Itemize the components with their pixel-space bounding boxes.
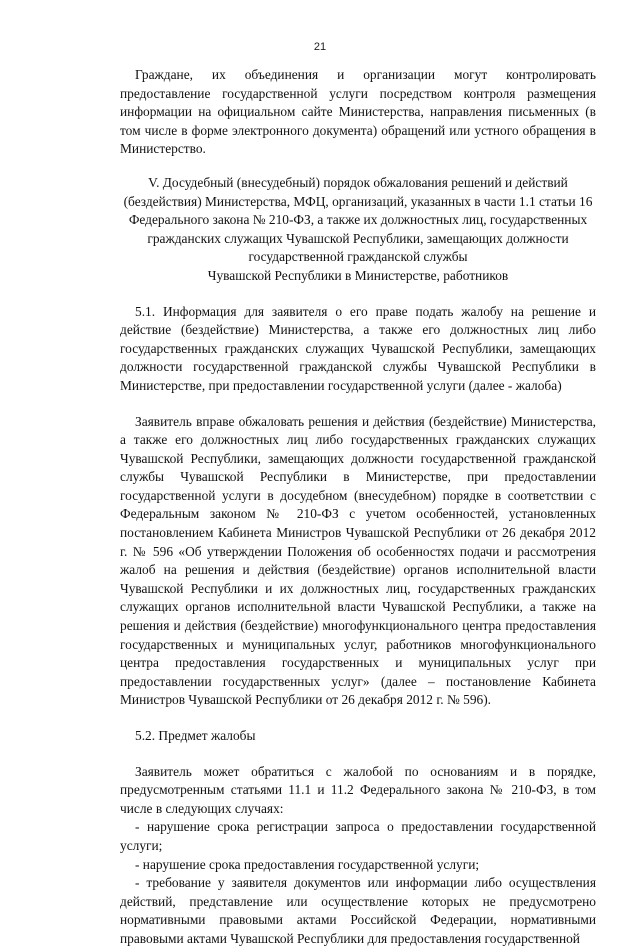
heading-line: государственной гражданской службы bbox=[248, 249, 468, 265]
section-heading bbox=[120, 174, 596, 286]
paragraph-control: Граждане, их объединения и организации могут контролировать предоставление государственной услуги посредством контроля размещения информации на официальном сайте Министерства, направления письменных (в том числе в форме электронного документа) обращений или устного обращения в Министерство. bbox=[120, 67, 596, 157]
document-body bbox=[120, 66, 596, 949]
heading-line: Чувашской Республики в Министерстве, работников bbox=[207, 267, 509, 283]
list-item: - нарушение срока регистрации запроса о предоставлении государственной услуги; bbox=[120, 819, 596, 853]
heading-line: гражданских служащих Чувашской Республики, замещающих должности bbox=[147, 230, 569, 246]
paragraph-appeal-right: Заявитель вправе обжаловать решения и действия (бездействие) Министерства, а также его должностных лиц либо государственных гражданских служащих Чувашской Республики, замещающих должности государственной гражданской службы Чувашской Республики в Министерстве, при предоставлении государственной услуги в досудебном (внесудебном) порядке в соответствии с Федеральным законом № 210-ФЗ с учетом особенностей, установленных постановлением Кабинета Министров Чувашской Республики от 26 декабря 2012 г. № 596 «Об утверждении Положения об особенностях подачи и рассмотрения жалоб на решения и действия (бездействие) органов исполнительной власти Чувашской Республики и их должностных лиц, государственных гражданских служащих органов исполнительной власти Чувашской Республики, а также на решения и действия (бездействие) многофункционального центра предоставления государственных и муниципальных услуг, работников многофункционального центра предоставления государственных и муниципальных услуг при предоставлении государственных услуг» (далее – постановление Кабинета Министров Чувашской Республики от 26 декабря 2012 г. № 596). bbox=[120, 413, 596, 708]
paragraph-5-1: 5.1. Информация для заявителя о его праве подать жалобу на решение и действие (бездействие) Министерства, а также его должностных лиц либо государственных гражданских служащих Чувашской Республики, замещающих должности государственной гражданской службы Чувашской Республики в Министерстве, при предоставлении государственной услуги (далее - жалоба) bbox=[120, 303, 596, 393]
paragraph-grounds: Заявитель может обратиться с жалобой по основаниям и в порядке, предусмотренным статьями 11.1 и 11.2 Федерального закона № 210-ФЗ, в том числе в следующих случаях: bbox=[120, 763, 596, 816]
list-item: - требование у заявителя документов или информации либо осуществления действий, представление или осуществление которых не предусмотрено нормативными правовыми актами Российской Федерации, нормативными правовыми актами Чувашской Республики для предоставления государственной bbox=[120, 875, 596, 946]
heading-line: Федерального закона № 210-ФЗ, а также их должностных лиц, государственных bbox=[128, 212, 588, 228]
heading-line: V. Досудебный (внесудебный) порядок обжалования решений и действий bbox=[148, 174, 568, 190]
list-item: - нарушение срока предоставления государственной услуги; bbox=[135, 856, 480, 872]
page-number: 21 bbox=[313, 41, 327, 53]
paragraph-5-2: 5.2. Предмет жалобы bbox=[135, 728, 256, 743]
heading-line: (бездействия) Министерства, МФЦ, организаций, указанных в части 1.1 статьи 16 bbox=[123, 193, 593, 209]
